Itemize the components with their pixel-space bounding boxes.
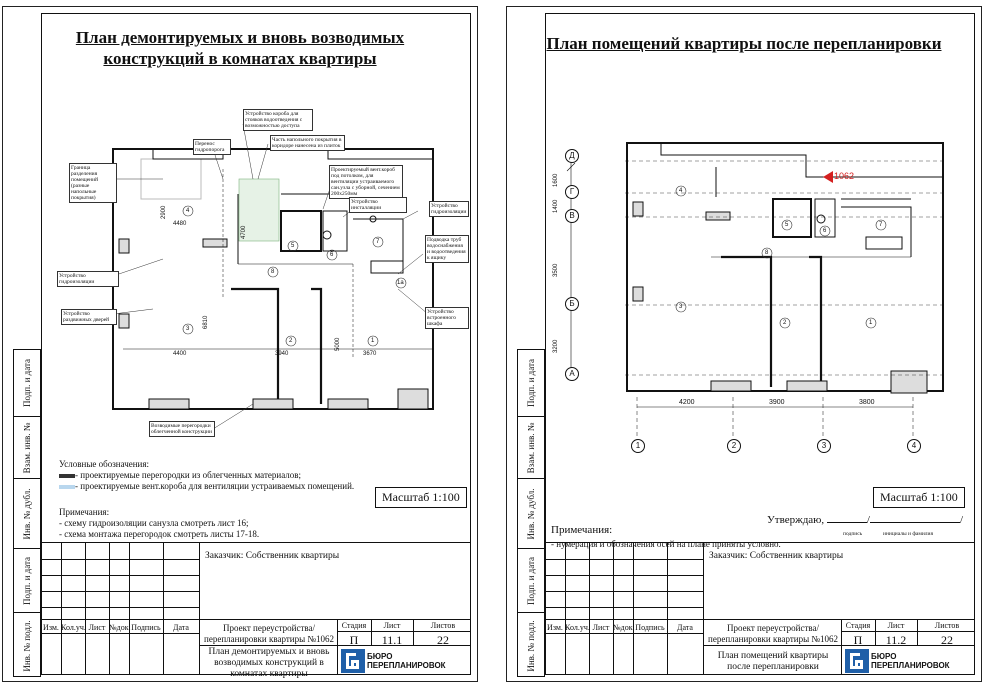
callout-vent-box: Проектируемый вент.короб под потолком, для вентиляции устраиваемого сан.узла с уборной, сечением 200х250мм — [329, 165, 403, 199]
dim-4480: 4480 — [173, 221, 187, 227]
project-title: Проект переустройства/перепланировки квартиры №1062 — [204, 623, 334, 644]
room-number: 2 — [289, 338, 293, 344]
notes-title: Примечания: — [551, 524, 613, 536]
dim-4400: 4400 — [173, 351, 187, 357]
room-number: 5 — [291, 243, 295, 249]
side-label: Взам. инв. № — [22, 422, 32, 473]
axis-col-3: 3 — [817, 439, 831, 453]
axis-row-b: Б — [565, 297, 579, 311]
side-label: Инв. № подл. — [22, 619, 32, 672]
room-number: 7 — [376, 239, 380, 245]
logo-text: БЮРО ПЕРЕПЛАНИРОВОК — [367, 652, 446, 670]
callout-boundary: Граница разделения помещений (разные напольные покрытия) — [69, 163, 117, 203]
callout-wardrobe: Устройство встроенного шкафа — [425, 307, 469, 329]
sheet-title-line1: План демонтируемых и вновь возводимых — [75, 28, 405, 47]
side-stamp — [517, 349, 545, 677]
callout-hydro-left: Устройство гидроизоляции — [57, 271, 119, 287]
logo-icon — [845, 649, 869, 673]
side-stamp — [13, 349, 41, 677]
legend-item-vent — [59, 481, 354, 492]
col-sign: Подпись — [635, 623, 665, 632]
apartment-marker: 1062 — [834, 171, 855, 181]
room-number: 6 — [823, 228, 827, 234]
floor-plan-drawing — [53, 99, 473, 439]
header-sheet: Лист — [887, 621, 905, 630]
initials-caption: инициалы и фамилия — [883, 531, 933, 537]
dim-2900: 2900 — [161, 205, 167, 219]
sheet-value: 11.2 — [885, 633, 907, 647]
side-label: Взам. инв. № — [526, 422, 536, 473]
dim-5000: 5000 — [335, 337, 341, 351]
axis-row-g: Г — [565, 185, 579, 199]
notes-title: Примечания: — [59, 507, 110, 517]
legend-swatch-walls — [59, 474, 75, 478]
col-list: Лист — [592, 623, 610, 632]
col-doc: №док. — [109, 623, 131, 632]
room-number: 7 — [879, 222, 883, 228]
scale-box: Масштаб 1:100 — [375, 487, 467, 508]
axis-row-d: Д — [565, 149, 579, 163]
callout-light-walls: Возводимые перегородки облегченной конструкции — [149, 421, 215, 437]
col-doc: №док. — [613, 623, 635, 632]
side-label: Подп. и дата — [526, 556, 536, 605]
callout-box-pipes: Устройство короба для стояков водоотведения с возможностью доступа — [243, 109, 313, 131]
callout-install: Устройство инсталляции — [349, 197, 407, 213]
side-label: Подп. и дата — [22, 358, 32, 408]
sheet-value: 11.1 — [381, 633, 403, 647]
dim-row: 3200 — [553, 339, 559, 353]
project-title: Проект переустройства/перепланировки квартиры №1062 — [708, 623, 838, 644]
title-block — [545, 542, 975, 675]
room-number: 4 — [679, 188, 683, 194]
sheet-after-replanning — [506, 6, 982, 682]
axis-row-v: В — [565, 209, 579, 223]
scale-box: Масштаб 1:100 — [873, 487, 965, 508]
company-logo — [341, 649, 446, 673]
header-sheets: Листов — [430, 621, 456, 630]
dim-row: 1400 — [553, 199, 559, 213]
header-stage: Стадия — [341, 621, 367, 630]
dim-4700: 4700 — [241, 225, 247, 239]
notes — [59, 507, 259, 540]
col-kol: Кол.уч. — [61, 623, 86, 632]
dim-3940: 3940 — [275, 351, 289, 357]
room-number: 1 — [371, 338, 375, 344]
sheet-title: План помещений квартиры после перепланировки — [546, 34, 942, 53]
company-logo — [845, 649, 950, 673]
sign-caption: подпись — [843, 531, 863, 537]
floor-plan-demolition — [53, 99, 473, 439]
customer-label: Заказчик: Собственник квартиры — [205, 551, 340, 561]
note-item: - схема монтажа перегородок смотреть листы 17-18. — [59, 529, 260, 539]
col-list: Лист — [88, 623, 106, 632]
sheets-value: 22 — [941, 633, 953, 647]
dim-col: 3900 — [769, 399, 785, 406]
room-number: 5 — [785, 222, 789, 228]
room-number: 1a — [397, 280, 404, 286]
dim-row: 3500 — [553, 263, 559, 277]
legend-title: Условные обозначения: — [59, 459, 150, 469]
stage-value: П — [853, 633, 863, 647]
room-number: 1 — [869, 320, 873, 326]
callout-hydro-top: Устройство гидроизоляции — [429, 201, 469, 217]
callout-sliding-door: Устройство раздвижных дверей — [61, 309, 117, 325]
initials-line — [870, 522, 960, 523]
room-number: 8 — [765, 250, 769, 256]
side-label: Инв. № подл. — [526, 619, 536, 672]
axis-row-a: А — [565, 367, 579, 381]
col-izm: Изм. — [547, 623, 563, 632]
legend-text-walls: - проектируемые перегородки из облегченных материалов; — [75, 470, 302, 480]
floor-plan-after — [551, 137, 971, 457]
col-sign: Подпись — [131, 623, 161, 632]
dim-col: 3800 — [859, 399, 875, 406]
stage-value: П — [349, 633, 359, 647]
approval-line: Утверждаю, / / — [767, 514, 964, 526]
room-number: 2 — [783, 320, 787, 326]
legend-item-walls — [59, 470, 354, 481]
legend-text-vent: - проектируемые вент.короба для вентиляции устраиваемых помещений. — [75, 481, 355, 491]
side-label: Подп. и дата — [526, 358, 536, 408]
drawing-title: План демонтируемых и вновь возводимых конструкций в комнатах квартиры — [208, 647, 330, 679]
logo-icon — [341, 649, 365, 673]
side-label: Инв. № дубл. — [22, 488, 32, 539]
customer-label: Заказчик: Собственник квартиры — [709, 551, 844, 561]
side-label: Инв. № дубл. — [526, 488, 536, 539]
dim-row: 1600 — [553, 173, 559, 187]
dim-3670: 3670 — [363, 351, 377, 357]
header-sheet: Лист — [383, 621, 401, 630]
room-number: 3 — [679, 304, 683, 310]
col-date: Дата — [173, 623, 189, 632]
room-number: 4 — [186, 208, 190, 214]
axis-col-4: 4 — [907, 439, 921, 453]
col-kol: Кол.уч. — [565, 623, 590, 632]
dim-6810: 6810 — [203, 315, 209, 329]
note-item: - схему гидроизоляции санузла смотреть лист 16; — [59, 518, 249, 528]
sheet-title-line2: конструкций в комнатах квартиры — [103, 49, 377, 68]
col-izm: Изм. — [43, 623, 59, 632]
note-item: - нумерация и обозначения осей на плане приняты условно. — [551, 539, 781, 549]
sheet-demolition-plan — [2, 6, 478, 682]
room-number: 8 — [271, 269, 275, 275]
col-date: Дата — [677, 623, 693, 632]
axis-col-1: 1 — [631, 439, 645, 453]
approve-label: Утверждаю, — [767, 514, 825, 526]
legend — [59, 459, 354, 492]
title-block — [41, 542, 471, 679]
callout-threshold: Перенос гидропорога — [193, 139, 231, 155]
floor-plan-drawing — [551, 137, 971, 457]
sheets-value: 22 — [437, 633, 449, 647]
room-number: 6 — [330, 252, 334, 258]
room-number: 3 — [186, 326, 190, 332]
axis-col-2: 2 — [727, 439, 741, 453]
drawing-title: План помещений квартиры после перепланировки — [717, 651, 829, 672]
logo-text: БЮРО ПЕРЕПЛАНИРОВОК — [871, 652, 950, 670]
callout-pipes-sewer: Подводка труб водоснабжения и водоотведения к ящику — [425, 235, 469, 263]
header-stage: Стадия — [845, 621, 871, 630]
legend-swatch-vent — [59, 485, 75, 489]
header-sheets: Листов — [934, 621, 960, 630]
side-label: Подп. и дата — [22, 556, 32, 605]
sign-line — [827, 522, 867, 523]
dim-col: 4200 — [679, 399, 695, 406]
callout-floor-part: Часть напольного покрытия в коридоре нанесена из плиток — [270, 135, 345, 151]
